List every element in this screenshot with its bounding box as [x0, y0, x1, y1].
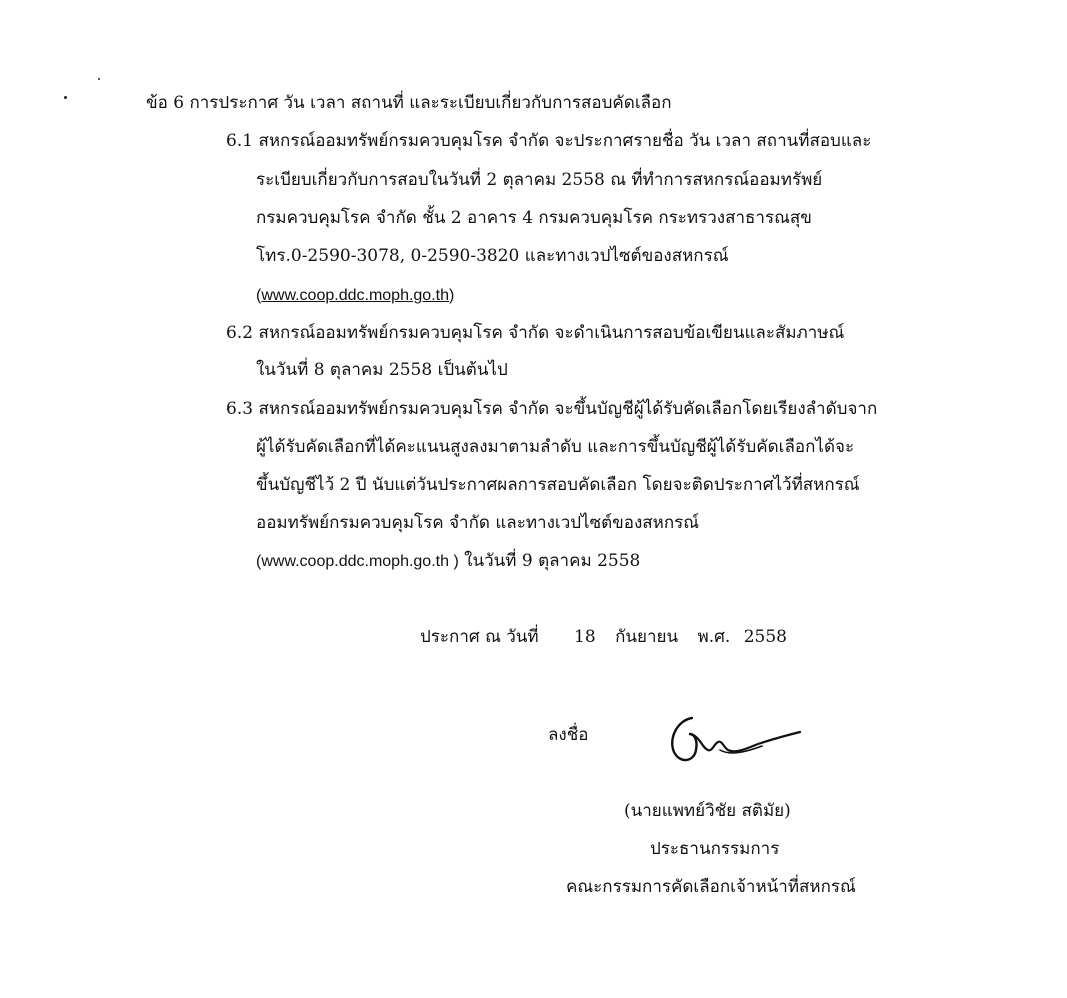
item-6-1-line-4: โทร.0-2590-3078, 0-2590-3820 และทางเวปไซต์ของสหกรณ์ [256, 246, 729, 266]
url-close-paren: ) [449, 287, 455, 304]
signatory-position: ประธานกรรมการ [650, 839, 780, 859]
item-6-2-line-1: 6.2 สหกรณ์ออมทรัพย์กรมควบคุมโรค จำกัด จะดำเนินการสอบข้อเขียนและสัมภาษณ์ [226, 323, 845, 343]
announcement-era: พ.ศ. [697, 627, 731, 647]
item-6-3-line-4: ออมทรัพย์กรมควบคุมโรค จำกัด และทางเวปไซต์ของสหกรณ์ [256, 513, 700, 533]
item-6-1-url-line [256, 284, 454, 307]
item-6-1-line-3: กรมควบคุมโรค จำกัด ชั้น 2 อาคาร 4 กรมควบคุมโรค กระทรวงสาธารณสุข [256, 208, 812, 228]
website-text: (www.coop.ddc.moph.go.th ) [256, 553, 459, 570]
item-6-2-line-2: ในวันที่ 8 ตุลาคม 2558 เป็นต้นไป [256, 360, 508, 380]
item-6-3-line-1: 6.3 สหกรณ์ออมทรัพย์กรมควบคุมโรค จำกัด จะขึ้นบัญชีผู้ได้รับคัดเลือกโดยเรียงลำดับจาก [226, 399, 878, 419]
announcement-month: กันยายน [615, 627, 679, 647]
item-6-3-url-line [256, 550, 640, 573]
signature-label: ลงชื่อ [548, 725, 589, 745]
signatory-name: (นายแพทย์วิชัย สติมัย) [624, 801, 791, 821]
handwritten-signature [650, 700, 810, 780]
item-6-1-line-2: ระเบียบเกี่ยวกับการสอบในวันที่ 2 ตุลาคม 2558 ณ ที่ทำการสหกรณ์ออมทรัพย์ [256, 170, 823, 190]
announcement-date-text: ในวันที่ 9 ตุลาคม 2558 [458, 551, 641, 571]
announcement-day: 18 [574, 627, 596, 647]
signatory-committee: คณะกรรมการคัดเลือกเจ้าหน้าที่สหกรณ์ [566, 877, 856, 897]
announcement-year: 2558 [743, 627, 787, 647]
url-open-paren: ( [256, 287, 262, 304]
announcement-prefix: ประกาศ ณ วันที่ [420, 627, 539, 647]
website-link[interactable]: www.coop.ddc.moph.go.th [261, 287, 449, 304]
announcement-date [420, 626, 787, 648]
item-6-3-line-2: ผู้ได้รับคัดเลือกที่ได้คะแนนสูงลงมาตามลำดับ และการขึ้นบัญชีผู้ได้รับคัดเลือกได้จะ [256, 437, 855, 457]
item-6-1-line-1: 6.1 สหกรณ์ออมทรัพย์กรมควบคุมโรค จำกัด จะประกาศรายชื่อ วัน เวลา สถานที่สอบและ [226, 131, 872, 151]
section-heading: ข้อ 6 การประกาศ วัน เวลา สถานที่ และระเบียบเกี่ยวกับการสอบคัดเลือก [146, 93, 672, 113]
item-6-3-line-3: ขึ้นบัญชีไว้ 2 ปี นับแต่วันประกาศผลการสอบคัดเลือก โดยจะติดประกาศไว้ที่สหกรณ์ [256, 475, 860, 495]
scan-speck [98, 78, 100, 80]
scan-speck [64, 96, 67, 99]
